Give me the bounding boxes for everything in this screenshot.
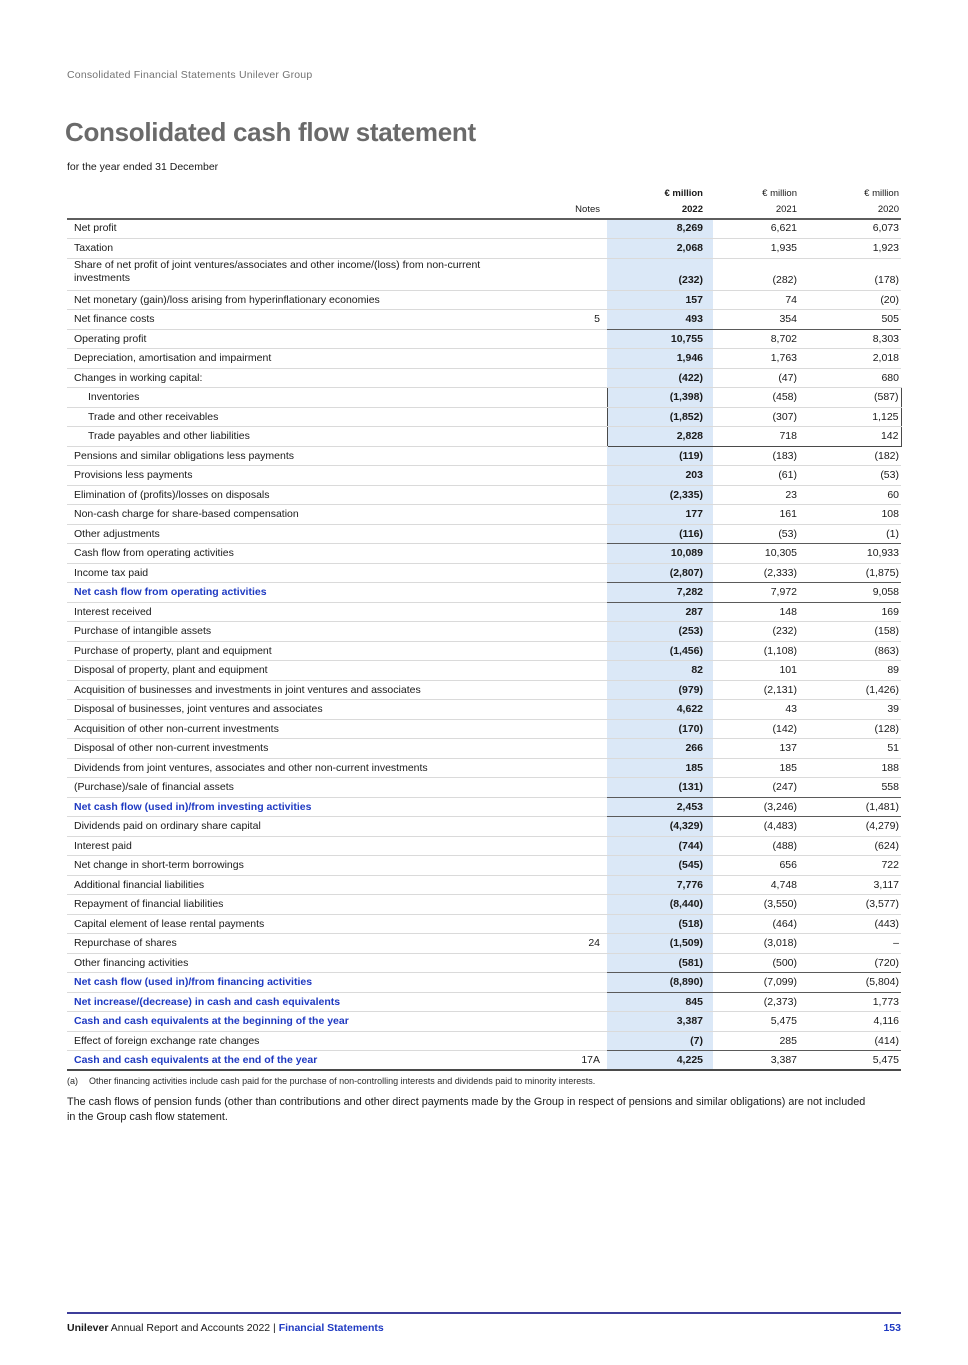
- value-2020: (720): [805, 953, 901, 973]
- value-2021: 8,702: [713, 329, 805, 349]
- value-2021: (142): [713, 719, 805, 739]
- value-2022: (170): [607, 719, 713, 739]
- row-label: (Purchase)/sale of financial assets: [67, 778, 540, 798]
- note-cell: [540, 817, 607, 837]
- value-2020: (1): [805, 524, 901, 544]
- table-row: [67, 602, 901, 622]
- note-cell: [540, 290, 607, 310]
- table-row: [67, 856, 901, 876]
- value-2022: (581): [607, 953, 713, 973]
- note-cell: [540, 895, 607, 915]
- table-row: [67, 1012, 901, 1032]
- row-label: Additional financial liabilities: [67, 875, 540, 895]
- value-2020: (3,577): [805, 895, 901, 915]
- value-2021: 5,475: [713, 1012, 805, 1032]
- table-body: [67, 219, 901, 1070]
- value-2021: (183): [713, 446, 805, 466]
- note-cell: [540, 544, 607, 564]
- value-2021: (4,483): [713, 817, 805, 837]
- table-row: [67, 466, 901, 486]
- value-2020: 5,475: [805, 1051, 901, 1071]
- value-2021: 74: [713, 290, 805, 310]
- value-2022: (232): [607, 258, 713, 290]
- value-2020: (1,875): [805, 563, 901, 583]
- value-2022: 493: [607, 310, 713, 330]
- note-cell: [540, 466, 607, 486]
- value-2021: (307): [713, 407, 805, 427]
- value-2020: (20): [805, 290, 901, 310]
- row-label: Inventories: [67, 388, 540, 408]
- value-2020: (863): [805, 641, 901, 661]
- table-row: [67, 290, 901, 310]
- table-header: [67, 186, 901, 219]
- value-2022: 10,755: [607, 329, 713, 349]
- value-2022: (2,807): [607, 563, 713, 583]
- value-2021: 6,621: [713, 219, 805, 239]
- value-2022: 3,387: [607, 1012, 713, 1032]
- table-row: [67, 368, 901, 388]
- value-2021: (488): [713, 836, 805, 856]
- value-2020: (158): [805, 622, 901, 642]
- row-label: Interest received: [67, 602, 540, 622]
- value-2022: (131): [607, 778, 713, 798]
- value-2021: (2,373): [713, 992, 805, 1012]
- note-cell: [540, 388, 607, 408]
- table-row: [67, 953, 901, 973]
- table-row: [67, 349, 901, 369]
- row-label: Repurchase of shares: [67, 934, 540, 954]
- value-2021: (61): [713, 466, 805, 486]
- table-row: [67, 973, 901, 993]
- table-row: [67, 758, 901, 778]
- value-2021: (232): [713, 622, 805, 642]
- value-2021: 101: [713, 661, 805, 681]
- note-cell: [540, 739, 607, 759]
- value-2022: 82: [607, 661, 713, 681]
- note-cell: [540, 778, 607, 798]
- value-2021: (458): [713, 388, 805, 408]
- value-2020: 60: [805, 485, 901, 505]
- note-cell: [540, 1031, 607, 1051]
- value-2021: (500): [713, 953, 805, 973]
- value-2020: 1,773: [805, 992, 901, 1012]
- value-2020: (414): [805, 1031, 901, 1051]
- page-subtitle: for the year ended 31 December: [67, 161, 219, 173]
- table-row: [67, 258, 901, 290]
- note-cell: [540, 680, 607, 700]
- table-row: [67, 446, 901, 466]
- value-2020: 51: [805, 739, 901, 759]
- value-2022: 845: [607, 992, 713, 1012]
- row-label: Capital element of lease rental payments: [67, 914, 540, 934]
- table-row: [67, 427, 901, 447]
- note-cell: [540, 602, 607, 622]
- footer-report-title: Annual Report and Accounts 2022 |: [108, 1322, 279, 1334]
- value-2022: (7): [607, 1031, 713, 1051]
- table-row: [67, 407, 901, 427]
- value-2021: (2,333): [713, 563, 805, 583]
- value-2022: 203: [607, 466, 713, 486]
- value-2022: (744): [607, 836, 713, 856]
- value-2021: (3,550): [713, 895, 805, 915]
- note-cell: [540, 1012, 607, 1032]
- value-2020: 4,116: [805, 1012, 901, 1032]
- value-2020: 39: [805, 700, 901, 720]
- value-2022: 2,828: [607, 427, 713, 447]
- footer-section-link: Financial Statements: [278, 1322, 384, 1334]
- table-row: [67, 544, 901, 564]
- row-label: Income tax paid: [67, 563, 540, 583]
- value-2020: (587): [805, 388, 901, 408]
- page-footer: [67, 1312, 901, 1334]
- row-label: Net monetary (gain)/loss arising from hyperinflationary economies: [67, 290, 540, 310]
- table-row: [67, 817, 901, 837]
- value-2020: 108: [805, 505, 901, 525]
- value-2022: 287: [607, 602, 713, 622]
- note-cell: [540, 583, 607, 603]
- value-2022: (119): [607, 446, 713, 466]
- row-label: Net cash flow from operating activities: [67, 583, 540, 603]
- year-header-2020: 2020: [805, 202, 901, 219]
- row-label: Cash flow from operating activities: [67, 544, 540, 564]
- value-2021: 3,387: [713, 1051, 805, 1071]
- table-row: [67, 622, 901, 642]
- value-2021: 1,935: [713, 239, 805, 259]
- row-label: Disposal of businesses, joint ventures and associates: [67, 700, 540, 720]
- table-row: [67, 329, 901, 349]
- value-2022: (8,440): [607, 895, 713, 915]
- value-2020: 558: [805, 778, 901, 798]
- table-row: [67, 310, 901, 330]
- table-row: [67, 239, 901, 259]
- table-row: [67, 875, 901, 895]
- table-row: [67, 1031, 901, 1051]
- row-label: Cash and cash equivalents at the end of the year: [67, 1051, 540, 1071]
- value-2022: 10,089: [607, 544, 713, 564]
- value-2020: 1,125: [805, 407, 901, 427]
- row-label: Trade and other receivables: [67, 407, 540, 427]
- value-2020: 8,303: [805, 329, 901, 349]
- note-cell: [540, 856, 607, 876]
- value-2020: 505: [805, 310, 901, 330]
- table-row: [67, 719, 901, 739]
- value-2021: 285: [713, 1031, 805, 1051]
- table-row: [67, 739, 901, 759]
- value-2020: (4,279): [805, 817, 901, 837]
- value-2020: 10,933: [805, 544, 901, 564]
- value-2020: 9,058: [805, 583, 901, 603]
- row-label: Cash and cash equivalents at the beginning of the year: [67, 1012, 540, 1032]
- row-label: Disposal of property, plant and equipment: [67, 661, 540, 681]
- row-label: Changes in working capital:: [67, 368, 540, 388]
- value-2020: (178): [805, 258, 901, 290]
- note-cell: [540, 953, 607, 973]
- table-row: [67, 680, 901, 700]
- value-2022: 2,453: [607, 797, 713, 817]
- note-cell: [540, 563, 607, 583]
- value-2022: (422): [607, 368, 713, 388]
- units-spacer: [540, 186, 607, 202]
- value-2021: (247): [713, 778, 805, 798]
- value-2022: (2,335): [607, 485, 713, 505]
- row-label: Repayment of financial liabilities: [67, 895, 540, 915]
- table-row: [67, 563, 901, 583]
- value-2020: (53): [805, 466, 901, 486]
- table-row: [67, 934, 901, 954]
- value-2021: 23: [713, 485, 805, 505]
- table-row: [67, 797, 901, 817]
- row-label: Net change in short-term borrowings: [67, 856, 540, 876]
- table-row: [67, 914, 901, 934]
- note-cell: [540, 368, 607, 388]
- table-row: [67, 388, 901, 408]
- value-2022: (8,890): [607, 973, 713, 993]
- table-row: [67, 1051, 901, 1071]
- value-2022: (1,456): [607, 641, 713, 661]
- value-2022: 177: [607, 505, 713, 525]
- value-2021: 7,972: [713, 583, 805, 603]
- note-cell: [540, 661, 607, 681]
- note-cell: [540, 914, 607, 934]
- notes-header: Notes: [540, 202, 607, 219]
- value-2020: 169: [805, 602, 901, 622]
- row-label: Acquisition of other non-current investments: [67, 719, 540, 739]
- value-2020: (1,426): [805, 680, 901, 700]
- note-cell: 5: [540, 310, 607, 330]
- value-2022: (979): [607, 680, 713, 700]
- row-label: Trade payables and other liabilities: [67, 427, 540, 447]
- value-2022: 157: [607, 290, 713, 310]
- value-2021: 137: [713, 739, 805, 759]
- row-label: Dividends paid on ordinary share capital: [67, 817, 540, 837]
- note-cell: [540, 427, 607, 447]
- value-2021: 161: [713, 505, 805, 525]
- page-title: Consolidated cash flow statement: [65, 117, 476, 147]
- note-cell: [540, 407, 607, 427]
- value-2020: 142: [805, 427, 901, 447]
- page-number: 153: [883, 1322, 901, 1334]
- value-2022: 4,622: [607, 700, 713, 720]
- value-2020: (624): [805, 836, 901, 856]
- value-2021: 718: [713, 427, 805, 447]
- value-2020: (182): [805, 446, 901, 466]
- row-label: Operating profit: [67, 329, 540, 349]
- row-label: Net finance costs: [67, 310, 540, 330]
- value-2020: 6,073: [805, 219, 901, 239]
- note-cell: [540, 719, 607, 739]
- row-label: Other adjustments: [67, 524, 540, 544]
- value-2021: 656: [713, 856, 805, 876]
- table-row: [67, 583, 901, 603]
- value-2021: (53): [713, 524, 805, 544]
- units-spacer: [67, 186, 540, 202]
- table-row: [67, 524, 901, 544]
- unit-header-2020: € million: [864, 188, 899, 199]
- value-2020: 3,117: [805, 875, 901, 895]
- footer-left: [67, 1322, 384, 1334]
- note-cell: 17A: [540, 1051, 607, 1071]
- value-2022: 7,282: [607, 583, 713, 603]
- row-label: Purchase of intangible assets: [67, 622, 540, 642]
- row-label: Dividends from joint ventures, associates and other non-current investments: [67, 758, 540, 778]
- value-2022: (1,398): [607, 388, 713, 408]
- row-label: Other financing activities: [67, 953, 540, 973]
- value-2022: (518): [607, 914, 713, 934]
- table-row: [67, 641, 901, 661]
- value-2021: 43: [713, 700, 805, 720]
- row-label: Disposal of other non-current investments: [67, 739, 540, 759]
- note-cell: [540, 758, 607, 778]
- row-label: Purchase of property, plant and equipment: [67, 641, 540, 661]
- value-2020: 89: [805, 661, 901, 681]
- note-cell: [540, 219, 607, 239]
- unit-header-2021: € million: [762, 188, 797, 199]
- cash-flow-table: [67, 186, 902, 1071]
- row-label: Depreciation, amortisation and impairment: [67, 349, 540, 369]
- note-cell: [540, 505, 607, 525]
- value-2022: 266: [607, 739, 713, 759]
- units-row: [67, 186, 901, 202]
- value-2020: (5,804): [805, 973, 901, 993]
- years-row: [67, 202, 901, 219]
- row-label: Non-cash charge for share-based compensation: [67, 505, 540, 525]
- value-2022: (1,509): [607, 934, 713, 954]
- value-2022: 1,946: [607, 349, 713, 369]
- note-cell: [540, 641, 607, 661]
- value-2021: (2,131): [713, 680, 805, 700]
- value-2020: 680: [805, 368, 901, 388]
- table-row: [67, 485, 901, 505]
- value-2021: (464): [713, 914, 805, 934]
- footer-brand: Unilever: [67, 1322, 109, 1334]
- value-2021: (47): [713, 368, 805, 388]
- footnote-a-text: Other financing activities include cash paid for the purchase of non-controlling interests and dividends paid to minority interests.: [89, 1076, 596, 1086]
- year-header-2021: 2021: [713, 202, 805, 219]
- row-label: Pensions and similar obligations less payments: [67, 446, 540, 466]
- value-2020: –: [805, 934, 901, 954]
- row-label: Taxation: [67, 239, 540, 259]
- document-eyebrow: Consolidated Financial Statements Unilever Group: [67, 69, 313, 81]
- value-2021: 148: [713, 602, 805, 622]
- value-2021: (282): [713, 258, 805, 290]
- value-2021: 354: [713, 310, 805, 330]
- years-spacer: [67, 202, 540, 219]
- value-2022: (253): [607, 622, 713, 642]
- row-label: Effect of foreign exchange rate changes: [67, 1031, 540, 1051]
- value-2021: (1,108): [713, 641, 805, 661]
- note-cell: [540, 524, 607, 544]
- value-2021: 4,748: [713, 875, 805, 895]
- note-cell: [540, 446, 607, 466]
- table-row: [67, 778, 901, 798]
- table-row: [67, 219, 901, 239]
- value-2022: (545): [607, 856, 713, 876]
- row-label: Elimination of (profits)/losses on disposals: [67, 485, 540, 505]
- value-2022: (116): [607, 524, 713, 544]
- value-2020: 188: [805, 758, 901, 778]
- value-2022: (1,852): [607, 407, 713, 427]
- table-row: [67, 992, 901, 1012]
- value-2021: 185: [713, 758, 805, 778]
- note-cell: 24: [540, 934, 607, 954]
- row-label: Provisions less payments: [67, 466, 540, 486]
- value-2021: (3,018): [713, 934, 805, 954]
- table-row: [67, 895, 901, 915]
- value-2022: 8,269: [607, 219, 713, 239]
- row-label: Net cash flow (used in)/from financing activities: [67, 973, 540, 993]
- value-2022: (4,329): [607, 817, 713, 837]
- row-label: Net profit: [67, 219, 540, 239]
- note-cell: [540, 329, 607, 349]
- note-cell: [540, 485, 607, 505]
- value-2021: 10,305: [713, 544, 805, 564]
- row-label: Interest paid: [67, 836, 540, 856]
- note-cell: [540, 700, 607, 720]
- table-row: [67, 661, 901, 681]
- row-label: Acquisition of businesses and investments in joint ventures and associates: [67, 680, 540, 700]
- unit-header-2022: € million: [664, 188, 703, 199]
- value-2020: (1,481): [805, 797, 901, 817]
- value-2022: 7,776: [607, 875, 713, 895]
- value-2020: (443): [805, 914, 901, 934]
- note-cell: [540, 992, 607, 1012]
- value-2022: 4,225: [607, 1051, 713, 1071]
- note-cell: [540, 349, 607, 369]
- table-row: [67, 836, 901, 856]
- note-cell: [540, 239, 607, 259]
- note-cell: [540, 258, 607, 290]
- value-2021: (3,246): [713, 797, 805, 817]
- value-2021: 1,763: [713, 349, 805, 369]
- row-label: Net cash flow (used in)/from investing activities: [67, 797, 540, 817]
- pension-note-paragraph: The cash flows of pension funds (other than contributions and other direct payments made by the Group in respect of pensions and similar obligations) are not included in the Group cash flow statement.: [67, 1096, 866, 1123]
- row-label: Net increase/(decrease) in cash and cash equivalents: [67, 992, 540, 1012]
- note-cell: [540, 836, 607, 856]
- value-2021: (7,099): [713, 973, 805, 993]
- footnote-a: [67, 1076, 901, 1086]
- footnote-a-marker: (a): [67, 1076, 78, 1086]
- note-cell: [540, 622, 607, 642]
- value-2020: (128): [805, 719, 901, 739]
- note-cell: [540, 973, 607, 993]
- value-2020: 2,018: [805, 349, 901, 369]
- note-cell: [540, 875, 607, 895]
- row-label: Share of net profit of joint ventures/associates and other income/(loss) from non-current investments: [67, 258, 540, 290]
- value-2022: 185: [607, 758, 713, 778]
- value-2020: 1,923: [805, 239, 901, 259]
- value-2022: 2,068: [607, 239, 713, 259]
- value-2020: 722: [805, 856, 901, 876]
- table-row: [67, 505, 901, 525]
- table-row: [67, 700, 901, 720]
- note-cell: [540, 797, 607, 817]
- year-header-2022: 2022: [607, 202, 713, 219]
